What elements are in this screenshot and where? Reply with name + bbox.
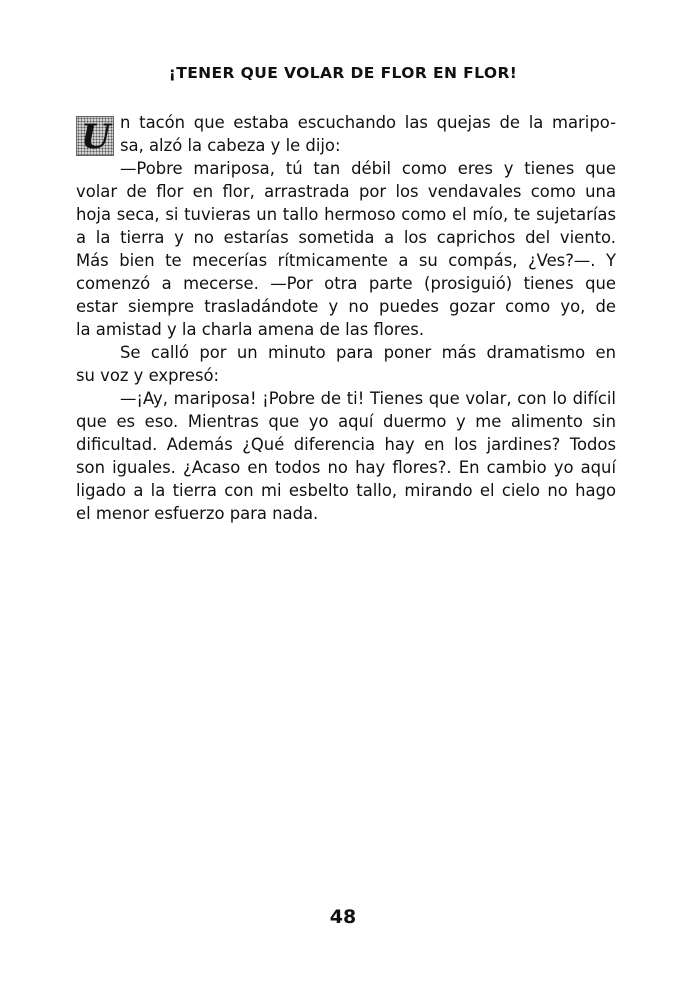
text-line: ligado a la tierra con mi esbelto tallo, mirando el cielo no hago (76, 481, 616, 500)
text-line: volar de flor en flor, arrastrada por los vendavales como una (76, 182, 616, 201)
drop-cap-letter: U (81, 117, 111, 157)
text-line: n tacón que estaba escuchando las quejas de la maripo- (120, 113, 616, 132)
text-line: sa, alzó la cabeza y le dijo: (120, 136, 341, 155)
text-line: el menor esfuerzo para nada. (76, 504, 319, 523)
text-line: a la tierra y no estarías sometida a los caprichos del viento. (76, 228, 616, 247)
text-line: hoja seca, si tuvieras un tallo hermoso como el mío, te sujetarías (76, 205, 616, 224)
text-line: Se calló por un minuto para poner más dramatismo en (120, 343, 616, 362)
text-line: la amistad y la charla amena de las flores. (76, 320, 425, 339)
text-line: su voz y expresó: (76, 366, 220, 385)
text-line: —¡Ay, mariposa! ¡Pobre de ti! Tienes que volar, con lo difícil (120, 389, 616, 408)
text-line: —Pobre mariposa, tú tan débil como eres y tienes que (120, 159, 616, 178)
text-line: Más bien te mecerías rítmicamente a su compás, ¿Ves?—. Y (76, 251, 616, 270)
text-line: que es eso. Mientras que yo aquí duermo y me alimento sin (76, 412, 616, 431)
text-line: comenzó a mecerse. —Por otra parte (prosiguió) tienes que (76, 274, 616, 293)
page-number: 48 (329, 906, 357, 928)
text-line: son iguales. ¿Acaso en todos no hay flores?. En cambio yo aquí (76, 458, 616, 477)
text-line: estar siempre trasladándote y no puedes gozar como yo, de (76, 297, 616, 316)
text-line: dificultad. Además ¿Qué diferencia hay en los jardines? Todos (76, 435, 616, 454)
story-body (76, 111, 616, 525)
chapter-title: ¡TENER QUE VOLAR DE FLOR EN FLOR! (168, 64, 518, 82)
